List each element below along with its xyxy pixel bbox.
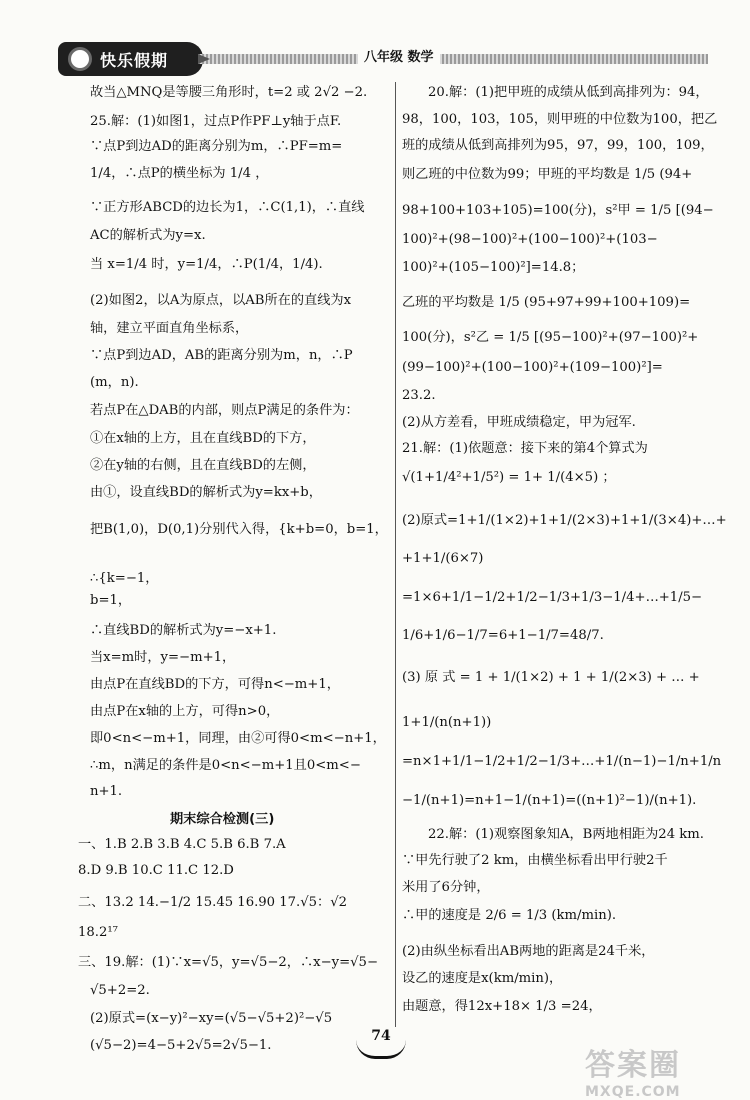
page-header bbox=[58, 40, 713, 78]
text-line: 20.解：(1)把甲班的成绩从低到高排列为：94， bbox=[428, 85, 709, 100]
text-line: 98+100+103+105)=100(分)，s²甲 = 1/5 [(94− bbox=[402, 203, 714, 218]
answer-line: 二、13.2 14.−1/2 15.45 16.90 17.√5：√2 bbox=[78, 895, 348, 910]
page-number-arc-icon bbox=[356, 1040, 406, 1059]
text-line: =n×1+1/1−1/2+1/2−1/3+…+1/(n−1)−1/n+1/n bbox=[402, 754, 722, 769]
watermark-top: 答案圈 bbox=[585, 1048, 681, 1083]
text-line: ①在x轴的上方，且在直线BD的下方， bbox=[90, 431, 316, 446]
answer-line: 18.2¹⁷ bbox=[78, 925, 118, 940]
column-divider bbox=[395, 82, 396, 1027]
text-line: 100)²+(105−100)²]=14.8； bbox=[402, 260, 585, 275]
brand-logo bbox=[58, 42, 203, 76]
text-line: 米用了6分钟， bbox=[402, 880, 490, 895]
text-line: (m，n). bbox=[90, 375, 139, 390]
text-line: 轴，建立平面直角坐标系， bbox=[90, 321, 249, 336]
text-line: −1/(n+1)=n+1−1/(n+1)=((n+1)²−1)/(n+1). bbox=[402, 793, 697, 808]
text-line: ∵正方形ABCD的边长为1，∴C(1,1)，∴直线 bbox=[90, 200, 365, 215]
text-line: 21.解：(1)依题意：接下来的第4个算式为 bbox=[402, 441, 648, 456]
text-line: 若点P在△DAB的内部，则点P满足的条件为： bbox=[90, 403, 359, 418]
text-line: ∵甲先行驶了2 km，由横坐标看出甲行驶2千 bbox=[402, 853, 668, 868]
text-line: n+1. bbox=[90, 784, 123, 799]
page-number-text: 74 bbox=[371, 1028, 391, 1044]
header-arrow-icon bbox=[198, 54, 210, 64]
text-line: (99−100)²+(100−100)²+(109−100)²]= bbox=[402, 360, 663, 375]
text-line: b=1， bbox=[90, 593, 132, 608]
text-line: 故当△MNQ是等腰三角形时，t=2 或 2√2 −2. bbox=[90, 85, 368, 100]
subject-label: 八年级 数学 bbox=[358, 46, 440, 65]
text-line: 1/6+1/6−1/7=6+1−1/7=48/7. bbox=[402, 628, 604, 643]
text-line: (2)从方差看，甲班成绩稳定，甲为冠军. bbox=[402, 415, 636, 430]
text-line: 则乙班的中位数为99；甲班的平均数是 1/5 (94+ bbox=[402, 167, 693, 182]
text-line: 设乙的速度是x(km/min)， bbox=[402, 971, 563, 986]
text-line: (2)如图2，以A为原点，以AB所在的直线为x bbox=[90, 293, 352, 308]
answer-line: 8.D 9.B 10.C 11.C 12.D bbox=[78, 863, 234, 878]
logo-circle-icon bbox=[68, 47, 92, 71]
text-line: 22.解：(1)观察图象知A，B两地相距为24 km. bbox=[428, 827, 704, 842]
text-line: 100(分)，s²乙 = 1/5 [(95−100)²+(97−100)²+ bbox=[402, 330, 699, 345]
header-decorative-band bbox=[198, 54, 708, 64]
text-line: √5+2=2. bbox=[90, 983, 150, 998]
text-line: ∴甲的速度是 2/6 = 1/3 (km/min). bbox=[402, 908, 617, 923]
text-line: ∴直线BD的解析式为y=−x+1. bbox=[90, 623, 277, 638]
text-line: (√5−2)=4−5+2√5=2√5−1. bbox=[90, 1038, 272, 1053]
text-line: ∴m，n满足的条件是0<n<−m+1且0<m<− bbox=[90, 758, 361, 773]
text-line: 乙班的平均数是 1/5 (95+97+99+100+109)= bbox=[402, 295, 691, 310]
text-line: 由点P在x轴的上方，可得n>0， bbox=[90, 704, 280, 719]
text-line: 由题意，得12x+18× 1/3 =24， bbox=[402, 999, 602, 1014]
text-line: 当 x=1/4 时，y=1/4，∴P(1/4，1/4). bbox=[90, 257, 323, 272]
text-line: +1+1/(6×7) bbox=[402, 551, 484, 566]
text-line: AC的解析式为y=x. bbox=[90, 228, 206, 243]
text-line: ∵点P到边AD，AB的距离分别为m，n，∴P bbox=[90, 348, 353, 363]
text-line: (3) 原 式 = 1 + 1/(1×2) + 1 + 1/(2×3) + … + bbox=[402, 670, 700, 685]
text-line: (2)原式=(x−y)²−xy=(√5−√5+2)²−√5 bbox=[90, 1011, 333, 1026]
text-line: ∵点P到边AD的距离分别为m，∴PF=m= bbox=[90, 139, 343, 154]
text-line: 100)²+(98−100)²+(100−100)²+(103− bbox=[402, 232, 658, 247]
section-title: 期末综合检测(三) bbox=[170, 812, 275, 827]
logo-text: 快乐假期 bbox=[100, 50, 169, 70]
watermark-bottom: MXQE.COM bbox=[585, 1084, 681, 1100]
text-line: ②在y轴的右侧，且在直线BD的左侧， bbox=[90, 458, 316, 473]
text-line: 当x=m时，y=−m+1， bbox=[90, 650, 236, 665]
watermark bbox=[585, 1040, 745, 1100]
text-line: (2)由纵坐标看出AB两地的距离是24千米， bbox=[402, 944, 655, 959]
text-line: 三、19.解：(1)∵x=√5，y=√5−2，∴x−y=√5− bbox=[78, 955, 378, 970]
text-line: =1×6+1/1−1/2+1/2−1/3+1/3−1/4+…+1/5− bbox=[402, 590, 703, 605]
text-line: 由①，设直线BD的解析式为y=kx+b， bbox=[90, 485, 322, 500]
text-line: 班的成绩从低到高排列为95，97，99，100，109， bbox=[402, 138, 714, 153]
text-line: 即0<n<−m+1，同理，由②可得0<m<−n+1， bbox=[90, 731, 386, 746]
text-line: √(1+1/4²+1/5²) = 1+ 1/(4×5) ； bbox=[402, 470, 616, 485]
text-line: 1+1/(n(n+1)) bbox=[402, 715, 492, 730]
text-line: (2)原式=1+1/(1×2)+1+1/(2×3)+1+1/(3×4)+…+ bbox=[402, 513, 727, 528]
text-line: ∴{k=−1， bbox=[90, 571, 159, 586]
text-line: 1/4，∴点P的横坐标为 1/4 ， bbox=[90, 166, 269, 181]
text-line: 23.2. bbox=[402, 388, 436, 403]
text-line: 把B(1,0)，D(0,1)分别代入得，{k+b=0，b=1， bbox=[90, 522, 388, 537]
text-line: 由点P在直线BD的下方，可得n<−m+1， bbox=[90, 677, 340, 692]
text-line: 25.解：(1)如图1，过点P作PF⊥y轴于点F. bbox=[90, 114, 342, 129]
page-number bbox=[352, 1028, 410, 1058]
text-line: 98，100，103，105，则甲班的中位数为100，把乙 bbox=[402, 112, 718, 127]
answer-line: 一、1.B 2.B 3.B 4.C 5.B 6.B 7.A bbox=[78, 837, 286, 852]
